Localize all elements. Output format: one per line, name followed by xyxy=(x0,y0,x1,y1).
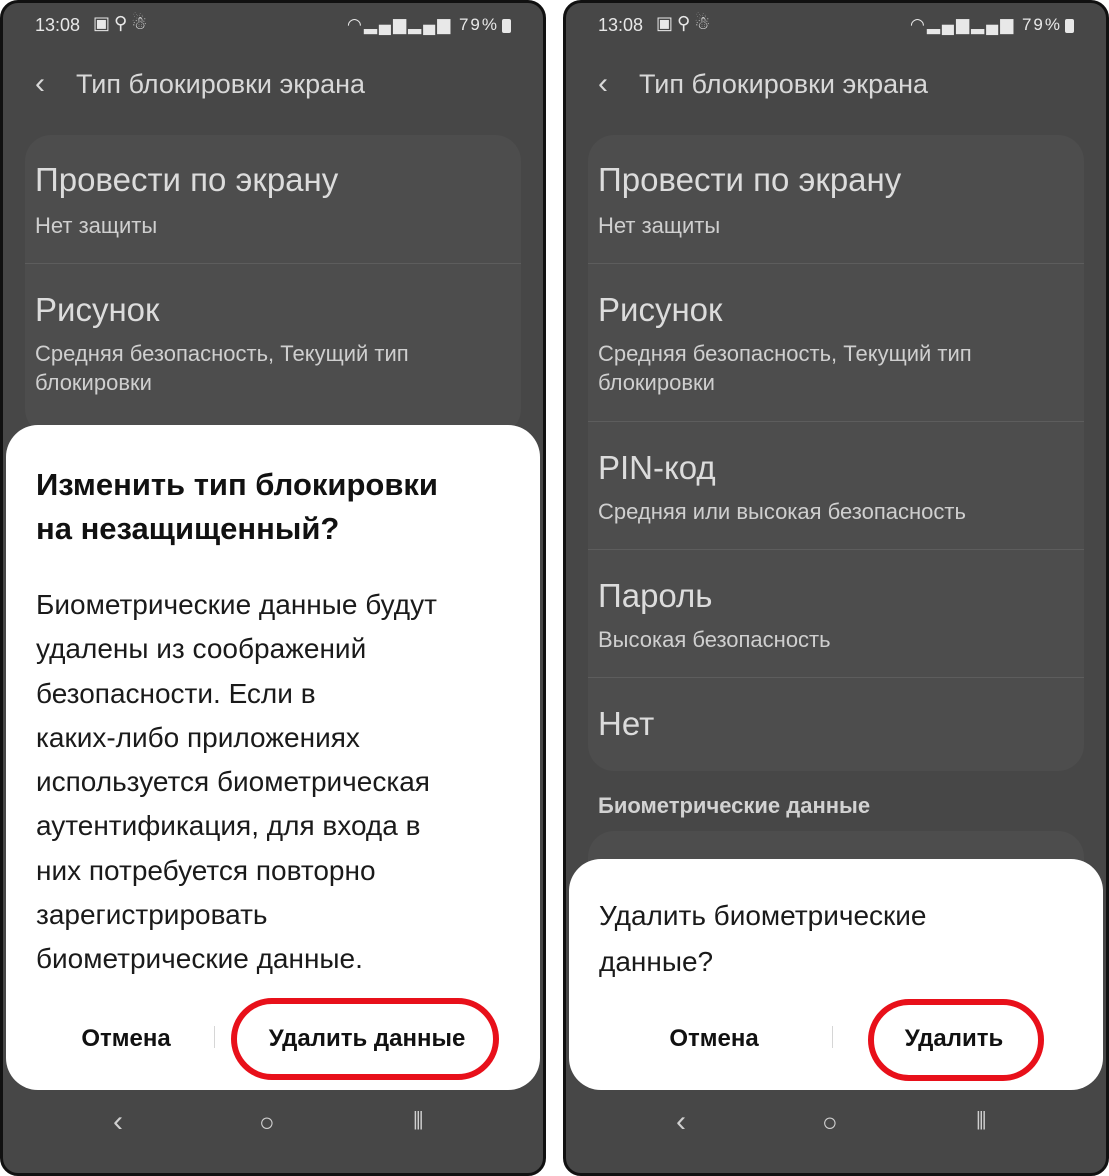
option-title: PIN-код xyxy=(598,449,716,486)
divider xyxy=(588,549,1084,550)
status-time: 13:08 xyxy=(35,15,81,35)
status-notification-icons xyxy=(93,13,151,34)
dialog-title-line: Изменить тип блокировки xyxy=(36,467,438,502)
option-pattern[interactable] xyxy=(598,291,1074,411)
dialog-message-line: безопасности. Если в xyxy=(36,677,316,709)
option-title: Пароль xyxy=(598,577,713,614)
section-header-biometrics: Биометрические данные xyxy=(598,793,871,818)
dialog-message xyxy=(36,583,510,982)
nav-home-icon[interactable]: ○ xyxy=(259,1107,275,1137)
divider xyxy=(588,677,1084,678)
image-icon: ▣ xyxy=(93,13,115,33)
dialog-message-line: используется биометрическая xyxy=(36,766,430,798)
dialog-message-line: данные? xyxy=(599,946,714,977)
divider xyxy=(588,421,1084,422)
status-bar xyxy=(3,13,543,41)
search-icon: ⚲ xyxy=(677,13,695,33)
option-subtitle: Нет защиты xyxy=(35,213,158,238)
dialog-message xyxy=(599,893,1073,985)
wifi-icon: ◠ xyxy=(346,15,364,34)
option-subtitle: Высокая безопасность xyxy=(598,627,831,652)
back-arrow-icon[interactable]: ‹ xyxy=(35,67,45,100)
cancel-button[interactable]: Отмена xyxy=(81,1025,171,1052)
nav-home-icon[interactable]: ○ xyxy=(822,1107,838,1137)
dialog-title-line: на незащищенный? xyxy=(36,511,340,546)
signal-icon: ▂▄▆ xyxy=(971,15,1016,34)
highlight-circle xyxy=(868,999,1044,1081)
button-separator xyxy=(214,1026,215,1048)
cancel-button[interactable]: Отмена xyxy=(669,1025,759,1052)
dialog-message-line: Биометрические данные будут xyxy=(36,589,437,620)
status-system-icons xyxy=(347,15,499,35)
option-title: Провести по экрану xyxy=(598,161,902,198)
battery-icon xyxy=(1065,19,1074,33)
option-pattern[interactable] xyxy=(35,291,511,411)
navigation-bar xyxy=(3,1083,543,1173)
nav-recents-icon[interactable]: ⦀ xyxy=(413,1108,424,1135)
option-pin[interactable] xyxy=(598,449,1074,549)
option-swipe[interactable] xyxy=(35,161,511,271)
dialog-message-line: аутентификация, для входа в xyxy=(36,810,421,842)
status-notification-icons xyxy=(656,13,714,34)
button-separator xyxy=(832,1026,833,1048)
dialog-message-line: каких-либо приложениях xyxy=(36,721,360,753)
option-none[interactable] xyxy=(598,705,1074,755)
nav-back-icon[interactable]: ‹ xyxy=(676,1105,686,1138)
delete-data-button[interactable]: Удалить данные xyxy=(268,1025,466,1052)
highlight-circle xyxy=(231,998,499,1080)
option-swipe[interactable] xyxy=(598,161,1074,271)
image-icon: ▣ xyxy=(656,13,678,33)
option-title: Провести по экрану xyxy=(35,161,339,198)
signal-icon: ▂▄▆ xyxy=(926,15,972,34)
option-subtitle: Средняя или высокая безопасность xyxy=(598,499,966,524)
option-subtitle: Нет защиты xyxy=(598,213,721,238)
phone-screen-left xyxy=(0,0,546,1176)
battery-level: 79% xyxy=(1021,15,1062,34)
option-title: Рисунок xyxy=(35,291,160,328)
signal-icon: ▂▄▆ xyxy=(363,15,409,34)
search-icon: ⚲ xyxy=(114,13,132,33)
option-title: Рисунок xyxy=(598,291,723,328)
signal-icon: ▂▄▆ xyxy=(408,15,453,34)
app-header xyxy=(3,65,543,105)
delete-button[interactable]: Удалить xyxy=(904,1025,1004,1052)
option-subtitle: Средняя безопасность, Текущий тип xyxy=(598,341,972,366)
battery-icon xyxy=(502,19,511,33)
notification-icon: ☃ xyxy=(131,13,152,33)
status-system-icons xyxy=(910,15,1062,35)
notification-icon: ☃ xyxy=(694,13,715,33)
option-title: Нет xyxy=(598,705,655,742)
dialog-message-line: них потребуется повторно xyxy=(36,854,376,886)
lock-type-list xyxy=(25,135,521,435)
status-time: 13:08 xyxy=(598,15,644,35)
dialog-title xyxy=(36,463,510,551)
option-password[interactable] xyxy=(598,577,1074,677)
wifi-icon: ◠ xyxy=(909,15,927,34)
page-title: Тип блокировки экрана xyxy=(639,69,929,99)
dialog-message-line: удалены из соображений xyxy=(36,633,367,665)
divider xyxy=(588,263,1084,264)
option-subtitle: Средняя безопасность, Текущий тип xyxy=(35,341,409,366)
status-bar xyxy=(566,13,1106,41)
back-arrow-icon[interactable]: ‹ xyxy=(598,67,608,100)
dialog-message-line: Удалить биометрические xyxy=(599,900,927,931)
option-subtitle: блокировки xyxy=(598,370,715,395)
dialog-message-line: зарегистрировать xyxy=(36,899,268,931)
divider xyxy=(25,263,521,264)
phone-screen-right xyxy=(563,0,1109,1176)
page-title: Тип блокировки экрана xyxy=(76,69,366,99)
option-subtitle: блокировки xyxy=(35,370,152,395)
battery-level: 79% xyxy=(458,15,499,34)
navigation-bar xyxy=(566,1083,1106,1173)
confirm-dialog xyxy=(6,425,540,1090)
nav-recents-icon[interactable]: ⦀ xyxy=(976,1108,987,1135)
app-header xyxy=(566,65,1106,105)
dialog-message-line: биометрические данные. xyxy=(36,943,363,975)
nav-back-icon[interactable]: ‹ xyxy=(113,1105,123,1138)
lock-type-list xyxy=(588,135,1084,771)
